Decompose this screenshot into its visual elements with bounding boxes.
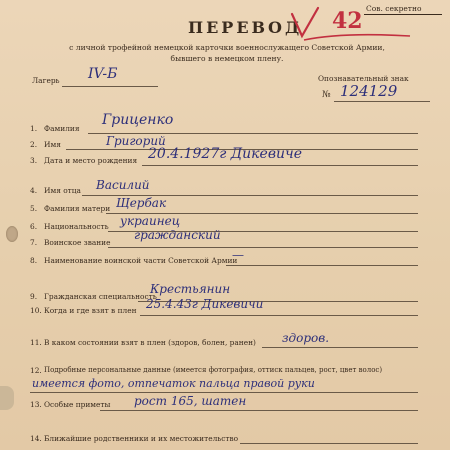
field-1-number: 1. xyxy=(30,124,38,133)
field-7-number: 7. xyxy=(30,238,38,247)
field-11-number: 11. xyxy=(30,338,42,347)
subtitle-line-1: с личной трофейной немецкой карточки военнослужащего Советской Армии, xyxy=(69,43,385,52)
field-10-number: 10. xyxy=(30,306,42,315)
field-11-label: В каком состоянии взят в плен (здоров, болен, ранен) xyxy=(44,338,256,347)
field-13-label: Особые приметы xyxy=(44,400,111,409)
field-4-number: 4. xyxy=(30,186,38,195)
field-14-line xyxy=(240,443,418,444)
field-7-line xyxy=(108,247,418,248)
field-10-line xyxy=(140,315,418,316)
field-6-value: украинец xyxy=(120,214,181,228)
secret-stamp: Сов. секретно xyxy=(366,4,422,13)
field-11-line xyxy=(262,347,418,348)
field-13-number: 13. xyxy=(30,400,42,409)
field-12-number: 12. xyxy=(30,366,42,375)
field-8-label: Наименование воинской части Советской Армии xyxy=(44,256,238,265)
field-8-line xyxy=(226,265,418,266)
binding-hole xyxy=(6,226,18,242)
field-7-value: гражданский xyxy=(134,228,221,242)
field-10-label: Когда и где взят в плен xyxy=(44,306,137,315)
field-2-label: Имя xyxy=(44,140,61,149)
field-5-label: Фамилия матери xyxy=(44,204,111,213)
registration-label: Опознавательный знак xyxy=(318,74,409,83)
field-2-number: 2. xyxy=(30,140,38,149)
field-14-label: Ближайшие родственники и их местожительство xyxy=(44,434,239,443)
red-pencil-number: 42 xyxy=(332,8,363,34)
registration-line xyxy=(334,101,430,102)
field-10-value: 25.4.43г Дикевичи xyxy=(146,297,264,311)
field-7-label: Воинское звание xyxy=(44,238,111,247)
field-6-label: Национальность xyxy=(44,222,109,231)
field-13-line xyxy=(100,410,418,411)
subtitle-line-2: бывшего в немецком плену. xyxy=(170,54,284,63)
camp-line xyxy=(62,86,158,87)
registration-value: 124129 xyxy=(340,82,398,100)
field-12-line xyxy=(30,392,418,393)
field-8-value: — xyxy=(232,248,244,262)
field-14-number: 14. xyxy=(30,434,42,443)
field-2-value: Григорий xyxy=(106,134,166,148)
field-3-label: Дата и место рождения xyxy=(44,156,138,165)
field-9-number: 9. xyxy=(30,292,38,301)
field-12-value: имеется фото, отпечаток пальца правой руки xyxy=(32,377,315,390)
field-9-label: Гражданская специальность xyxy=(44,292,157,301)
field-1-value: Гриценко xyxy=(102,112,174,128)
camp-label: Лагерь xyxy=(32,76,60,85)
field-4-value: Василий xyxy=(96,178,150,192)
field-1-label: Фамилия xyxy=(44,124,80,133)
field-6-number: 6. xyxy=(30,222,38,231)
field-11-value: здоров. xyxy=(282,331,330,345)
field-3-line xyxy=(142,165,418,166)
field-13-value: рост 165, шатен xyxy=(134,394,247,408)
field-3-number: 3. xyxy=(30,156,38,165)
field-5-value: Щербак xyxy=(116,196,167,210)
field-9-value: Крестьянин xyxy=(150,282,231,296)
document-title: ПЕРЕВОД xyxy=(188,18,303,37)
field-5-number: 5. xyxy=(30,204,38,213)
camp-value: IV-Б xyxy=(88,66,118,82)
torn-edge xyxy=(0,386,14,410)
secret-underline xyxy=(364,14,442,15)
field-3-value: 20.4.1927г Дикевиче xyxy=(148,146,302,162)
field-8-number: 8. xyxy=(30,256,38,265)
field-4-label: Имя отца xyxy=(44,186,81,195)
field-12-label: Подробные персональные данные (имеется фотография, оттиск пальцев, рост, цвет волос) xyxy=(44,366,383,374)
document-subtitle xyxy=(62,42,392,64)
registration-prefix: № xyxy=(322,90,331,100)
